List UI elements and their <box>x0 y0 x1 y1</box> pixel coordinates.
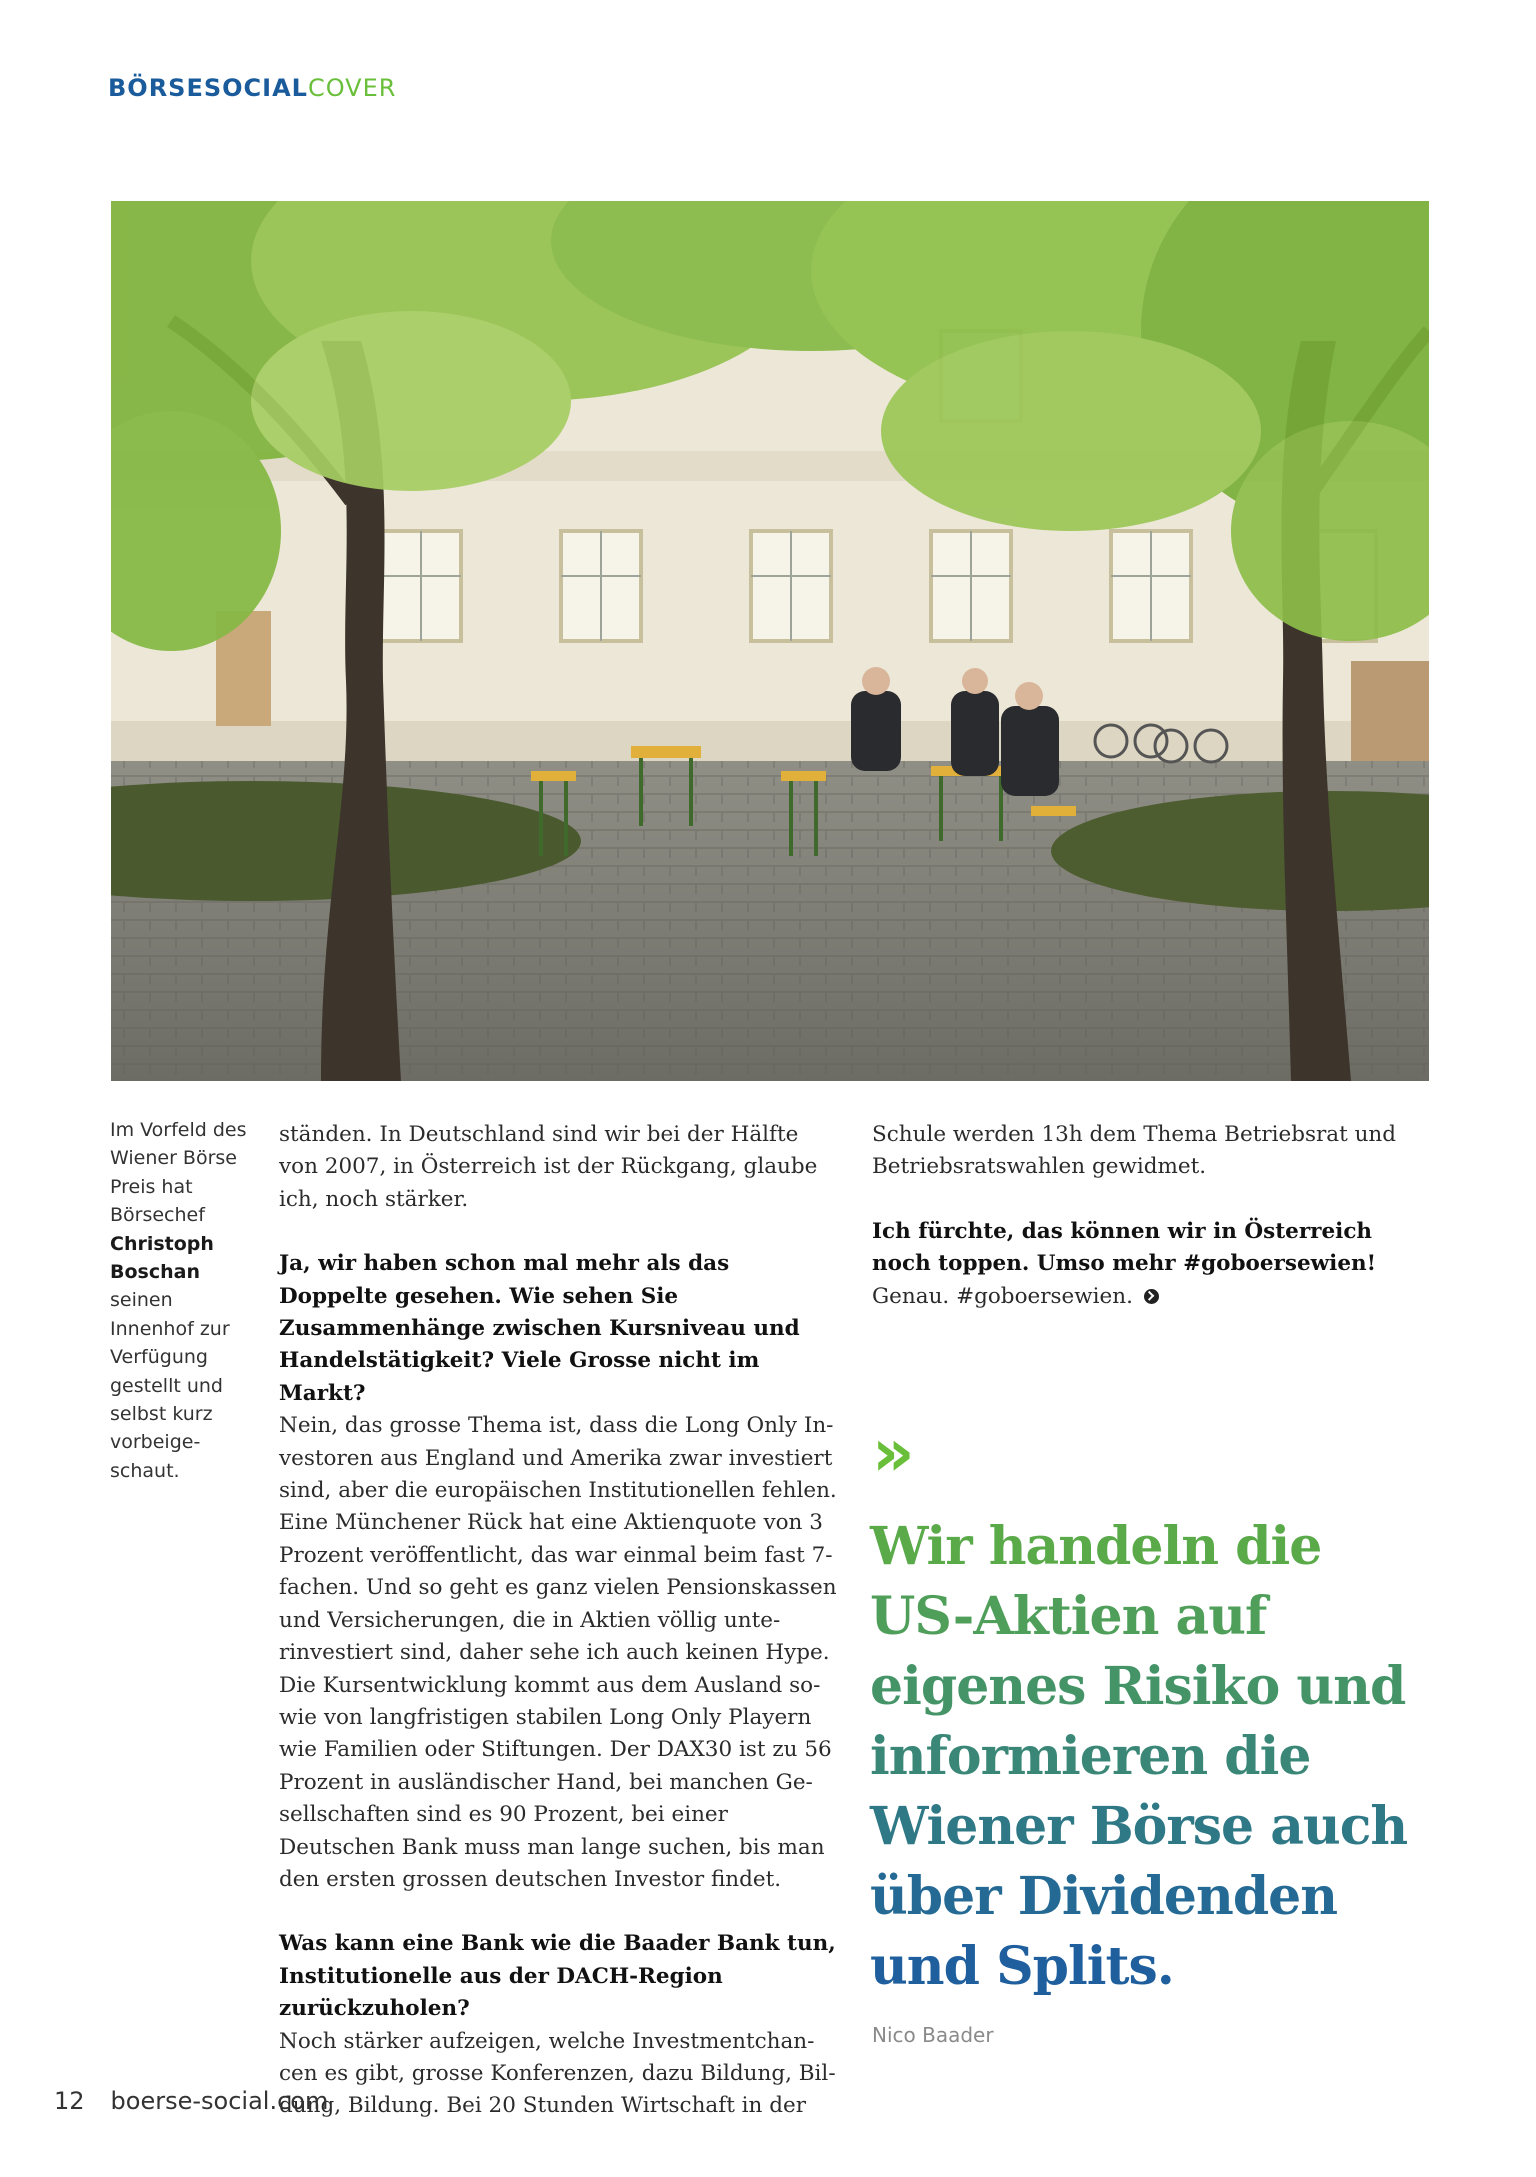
paragraph: ständen. In Deutschland sind wir bei der Hälfte von 2007, in Österreich ist der Rückgang, glaube ich, noch stärker. <box>279 1122 818 1212</box>
pull-quote-line: Wiener Börse auch <box>870 1796 1408 1857</box>
quote-mark-icon: » <box>872 1414 907 1491</box>
interview-question: Ja, wir haben schon mal mehr als das Doppelte gesehen. Wie sehen Sie Zusammenhänge zwischen Kursniveau und Handelstätigkeit? Viele Grosse nicht im Markt? <box>279 1251 800 1406</box>
pull-quote-line: Wir handeln die <box>870 1516 1322 1577</box>
interview-answer <box>872 1281 1432 1313</box>
brand-part2: COVER <box>307 74 397 102</box>
publication-brand <box>108 74 396 102</box>
paragraph: Schule werden 13h dem Thema Betriebsrat und Betriebsratswahlen gewidmet. <box>872 1122 1397 1180</box>
courtyard-photo <box>111 201 1429 1081</box>
article-column-3 <box>872 1119 1432 1313</box>
caption-text-2: seinen Innenhof zur Verfügung gestellt und selbst kurz vorbeigeschaut. <box>110 1289 230 1482</box>
page-footer <box>54 2087 328 2115</box>
brand-part1: BÖRSESOCIAL <box>108 74 308 102</box>
answer-text: Genau. #goboersewien. <box>872 1283 1133 1309</box>
photo-caption <box>110 1116 260 1485</box>
interview-question: Ich fürchte, das können wir in Österreich noch toppen. Umso mehr #goboersewien! <box>872 1218 1377 1277</box>
pull-quote-line: informieren die <box>870 1726 1311 1787</box>
pull-quote-line: US-Aktien auf <box>870 1586 1267 1647</box>
pull-quote <box>870 1512 1430 2002</box>
pull-quote-line: und Splits. <box>870 1936 1174 1997</box>
footer-site-link[interactable]: boerse-social.com <box>110 2087 329 2115</box>
interview-answer: Noch stärker aufzeigen, welche Investmentchancen es gibt, grosse Konferenzen, dazu Bildung, Bildung, Bildung. Bei 20 Stunden Wirtschaft in der <box>279 2028 836 2119</box>
end-of-article-icon <box>1144 1289 1159 1304</box>
caption-text-1: Im Vorfeld des Wiener Börse Preis hat Börsechef <box>110 1119 247 1227</box>
pull-quote-line: über Dividenden <box>870 1866 1338 1927</box>
quote-author: Nico Baader <box>872 2023 994 2047</box>
article-column-2 <box>279 1119 839 2123</box>
interview-answer: Nein, das grosse Thema ist, dass die Long Only Investoren aus England und Amerika zwar investiert sind, aber die europäischen Institutionellen fehlen. Eine Münchener Rück hat eine Aktienquote von 3 Prozent veröffentlicht, das war einmal beim fast 7-fachen. Und so geht es ganz vielen Pensionskassen und Versicherungen, die in Aktien völlig unterinvestiert sind, daher sehe ich auch keinen Hype. Die Kursentwicklung kommt aus dem Ausland sowie von langfristigen stabilen Long Only Playern wie Familien oder Stiftungen. Der DAX30 ist zu 56 Prozent in ausländischer Hand, bei manchen Gesellschaften sind es 90 Prozent, bei einer Deutschen Bank muss man lange suchen, bis man den ersten grossen deutschen Investor findet. <box>279 1413 837 1892</box>
page-number: 12 <box>54 2087 85 2115</box>
interview-question: Was kann eine Bank wie die Baader Bank tun, Institutionelle aus der DACH-Region zurückzuholen? <box>279 1931 836 2022</box>
caption-person-name: Christoph Boschan <box>110 1232 214 1284</box>
pull-quote-line: eigenes Risiko und <box>870 1656 1406 1717</box>
